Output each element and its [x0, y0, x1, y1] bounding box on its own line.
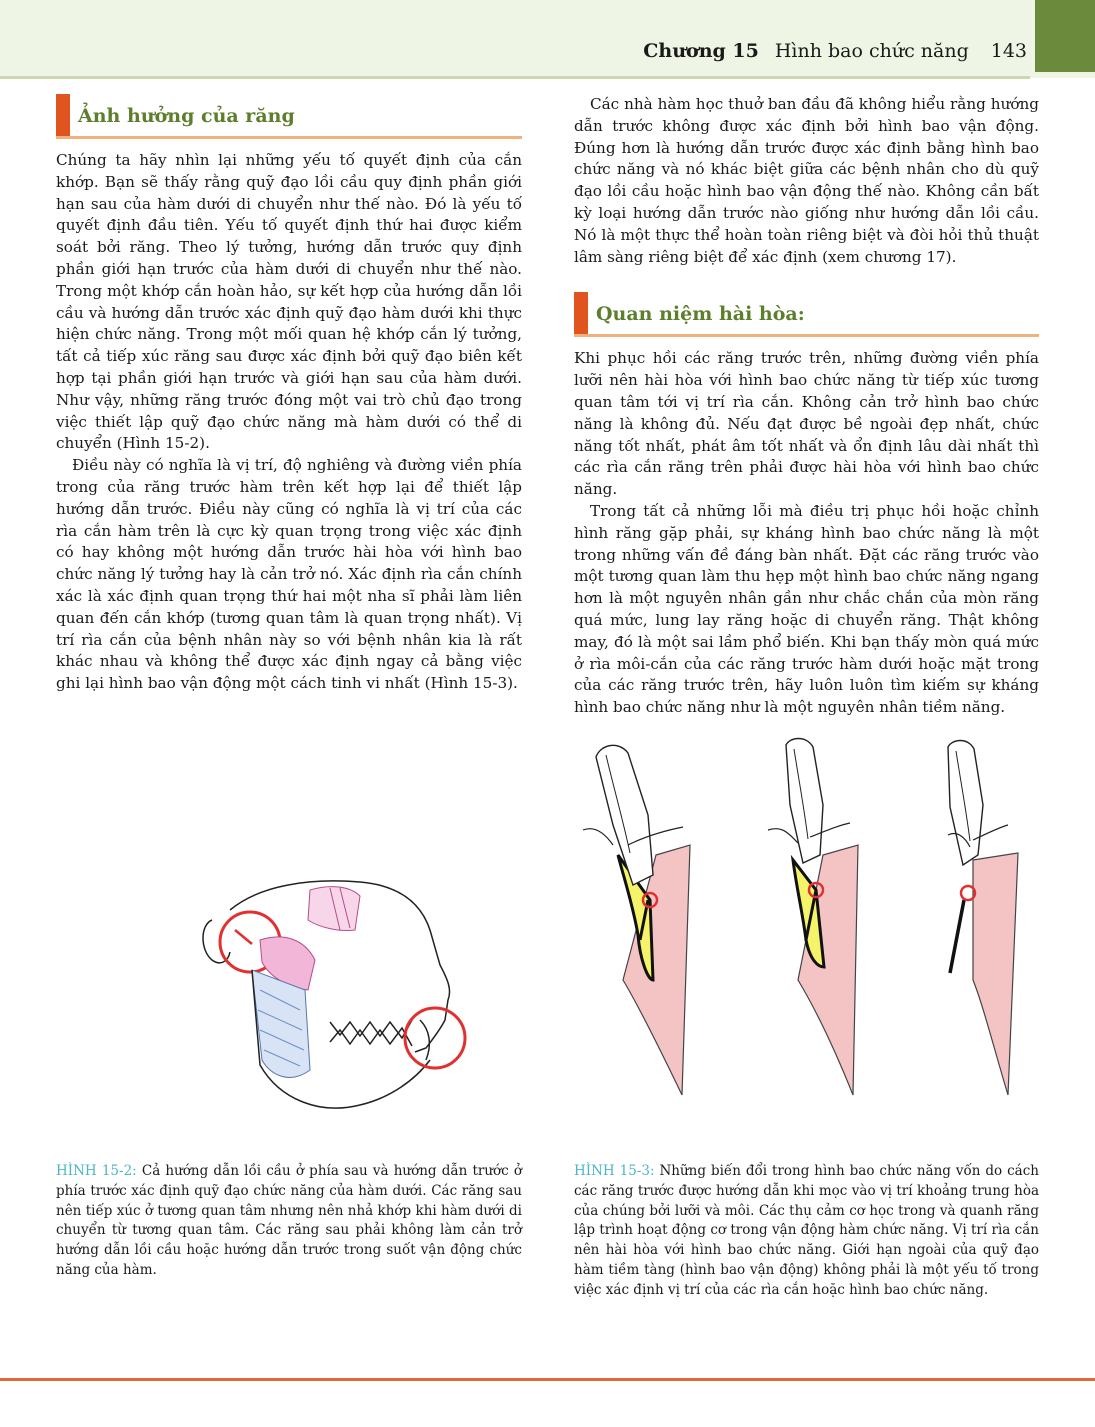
heading-underline — [56, 136, 522, 139]
paragraph: Các nhà hàm học thuở ban đầu đã không hiểu rằng hướng dẫn trước không được xác định bởi hình bao vận động. Đúng hơn là hướng dẫn trước được xác định bằng hình bao chức năng và nó khác biệt giữa các bệnh nhân cho dù quỹ đạo lồi cầu hoặc hình bao vận động thế nào. Không cần bất kỳ loại hướng dẫn trước nào giống như hướng dẫn lồi cầu. Nó là một thực thể hoàn toàn riêng biệt và đòi hỏi thủ thuật lâm sàng riêng biệt để xác định (xem chương 17). — [574, 95, 1039, 266]
heading-text: Quan niệm hài hòa: — [596, 303, 805, 326]
incisor-section-1 — [583, 745, 690, 1095]
header-color-tab — [1035, 0, 1095, 72]
chapter-title: Hình bao chức năng — [774, 40, 969, 62]
heading-text: Ảnh hưởng của răng — [78, 105, 295, 127]
header-rule — [0, 76, 1030, 79]
paragraph: Khi phục hồi các răng trước trên, những đường viền phía lưỡi nên hài hòa với hình bao chức năng từ tiếp xúc tương quan tâm tới vị trí rìa cắn. Không cản trở hình bao chức năng là không đủ. Nếu đạt được bề ngoài đẹp nhất, chức năng tốt nhất, phát âm tốt nhất và ổn định lâu dài nhất thì các rìa cắn răng trên phải được hài hòa với hình bao chức năng. — [574, 349, 1039, 499]
caption-label: HÌNH 15-3: — [574, 1163, 655, 1179]
heading-bar — [574, 292, 588, 334]
incisor-section-2 — [768, 739, 858, 1096]
figure-15-3-caption — [574, 1162, 1039, 1301]
heading-bar — [56, 94, 70, 136]
section-heading-teeth-influence — [56, 94, 522, 138]
incisor-circle-marker — [405, 1008, 465, 1068]
right-column — [574, 94, 1039, 719]
heading-underline — [574, 334, 1039, 337]
running-header — [643, 40, 1027, 62]
incisor-section-3 — [948, 741, 1018, 1096]
caption-text: Những biến đổi trong hình bao chức năng vốn do cách các răng trước được hướng dẫn khi mọc vào vị trí khoảng trung hòa của chúng bởi lưỡi và môi. Các thụ cảm cơ học trong và quanh răng lập trình hoạt động cơ trong vận động hàm chức năng. Vị trí rìa cắn nên hài hòa với hình bao chức năng. Giới hạn ngoài của quỹ đạo hàm tiềm tàng (hình bao vận động) không phải là một yếu tố trong việc xác định vị trí của các rìa cắn hoặc hình bao chức năng. — [574, 1163, 1039, 1298]
left-column — [56, 94, 522, 695]
figure-15-2-skull-illustration — [190, 870, 480, 1120]
paragraph: Trong tất cả những lỗi mà điều trị phục hồi hoặc chỉnh hình răng gặp phải, sự kháng hình bao chức năng là một trong những vấn đề đáng bàn nhất. Đặt các răng trước vào một tương quan làm thu hẹp một hình bao chức năng ngang hơn là một nguyên nhân gần như chắc chắn của mòn răng quá mức, lung lay răng hoặc di chuyển răng. Thật không may, đó là một sai lầm phổ biến. Khi bạn thấy mòn quá mức ở rìa môi-cắn của các răng trước hàm dưới hoặc mặt trong của các răng trước trên, hãy luôn luôn tìm kiếm sự kháng hình bao chức năng như là một nguyên nhân tiềm năng. — [574, 501, 1039, 717]
footer-rule — [0, 1378, 1095, 1381]
figure-15-2-caption — [56, 1162, 522, 1281]
header-band — [0, 0, 1095, 78]
section-heading-harmony — [574, 292, 1039, 336]
figure-15-3-incisor-sections — [578, 735, 1038, 1105]
paragraph: Chúng ta hãy nhìn lại những yếu tố quyết định của cắn khớp. Bạn sẽ thấy rằng quỹ đạo lồi cầu quy định phần giới hạn sau của hàm dưới di chuyển như thế nào. Đó là yếu tố quyết định đầu tiên. Yếu tố quyết định thứ hai được kiểm soát bởi răng. Theo lý tưởng, hướng dẫn trước quy định phần giới hạn trước của hàm dưới di chuyển như thế nào. Trong một khớp cắn hoàn hảo, sự kết hợp của hướng dẫn lồi cầu và hướng dẫn trước xác định quỹ đạo hàm dưới khi thực hiện chức năng. Trong một mối quan hệ khớp cắn lý tưởng, tất cả tiếp xúc răng sau được xác định bởi quỹ đạo biên kết hợp tại phần giới hạn trước và giới hạn sau của hàm dưới. Như vậy, những răng trước đóng một vai trò chủ đạo trong việc thiết lập quỹ đạo chức năng mà hàm dưới có thể di chuyển (Hình 15-2). — [56, 151, 522, 453]
paragraph: Điều này có nghĩa là vị trí, độ nghiêng và đường viền phía trong của răng trước hàm trên kết hợp lại để thiết lập hướng dẫn trước. Điều này cũng có nghĩa là vị trí của các rìa cắn hàm trên là cực kỳ quan trọng trong việc xác định có hay không một hướng dẫn trước hài hòa với hình bao chức năng lý tưởng hay là cản trở nó. Xác định rìa cắn chính xác là xác định quan trọng thứ hai một nha sĩ phải làm liên quan đến cắn khớp (tương quan tâm là quan trọng nhất). Vị trí rìa cắn của bệnh nhân này so với bệnh nhân kia là rất khác nhau và không thể được xác định ngay cả bằng việc ghi lại hình bao vận động một cách tinh vi nhất (Hình 15-3). — [56, 456, 522, 693]
chapter-label: Chương 15 — [643, 40, 759, 62]
caption-label: HÌNH 15-2: — [56, 1163, 137, 1179]
page-number: 143 — [990, 40, 1027, 62]
caption-text: Cả hướng dẫn lồi cầu ở phía sau và hướng dẫn trước ở phía trước xác định quỹ đạo chức năng của hàm dưới. Các răng sau nên tiếp xúc ở tương quan tâm nhưng nên nhả khớp khi hàm dưới di chuyển từ tương quan tâm. Các răng sau phải không làm cản trở hướng dẫn lồi cầu hoặc hướng dẫn trước trong suốt vận động chức năng của hàm. — [56, 1163, 522, 1278]
